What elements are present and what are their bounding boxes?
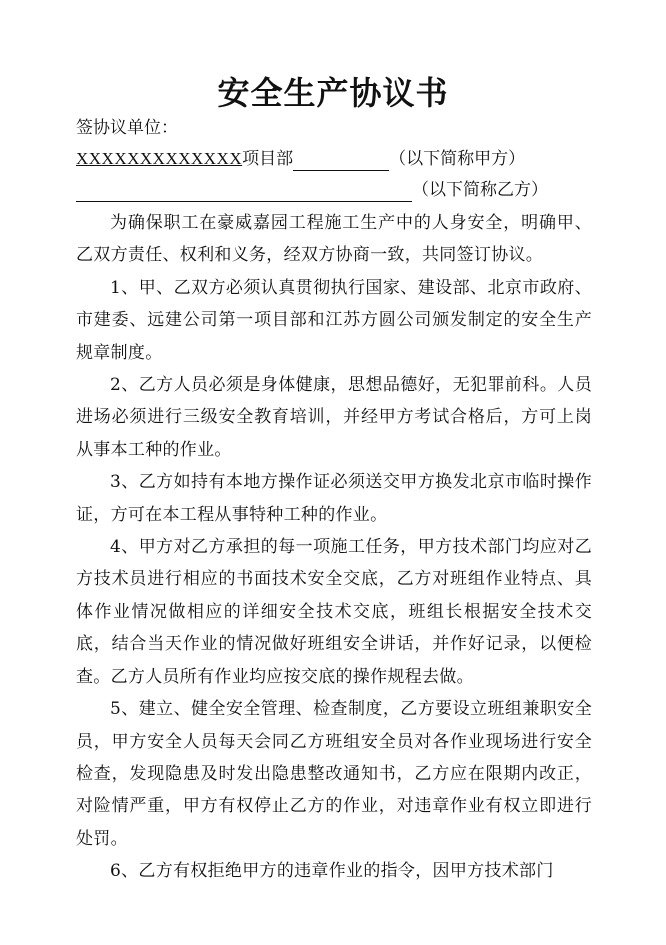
party-a-blank-line: [293, 152, 389, 171]
paragraph-clause-6: 6、乙方有权拒绝甲方的违章作业的指令，因甲方技术部门: [110, 861, 554, 882]
party-b-line: [76, 178, 548, 202]
document-body: [76, 207, 592, 888]
signing-label: 签协议单位：: [76, 118, 178, 138]
paragraph-clause-4: 4、甲方对乙方承担的每一项施工任务，甲方技术部门均应对乙方技术员进行相应的书面技术安全交底，乙方对班组作业特点、具体作业情况做相应的详细安全技术交底，班组长根据安全技术交底，结合当天作业的情况做好班组安全讲话，并作好记录，以便检查。乙方人员所有作业均应按交底的操作规程去做。: [76, 537, 592, 687]
party-b-blank-line: [76, 183, 412, 202]
party-a-alias: （以下简称甲方）: [389, 149, 526, 169]
party-b-alias: （以下简称乙方）: [412, 180, 548, 200]
party-a-code: XXXXXXXXXXXXX: [76, 149, 243, 168]
party-a-suffix: 项目部: [242, 149, 294, 169]
party-a-line: [76, 147, 525, 171]
paragraph-clause-5: 5、建立、健全安全管理、检查制度，乙方要设立班组兼职安全员，甲方安全人员每天会同乙方班组安全员对各作业现场进行安全检查，发现隐患及时发出隐患整改通知书，乙方应在限期内改正，对险情严重，甲方有权停止乙方的作业，对违章作业有权立即进行处罚。: [76, 699, 592, 849]
paragraph-clause-2: 2、乙方人员必须是身体健康，思想品德好，无犯罪前科。人员进场必须进行三级安全教育培训，并经甲方考试合格后，方可上岗从事本工种的作业。: [76, 375, 592, 460]
document-title: 安全生产协议书: [217, 74, 449, 112]
paragraph-intro: 为确保职工在豪威嘉园工程施工生产中的人身安全，明确甲、乙双方责任、权利和义务，经双方协商一致，共同签订协议。: [76, 213, 592, 266]
paragraph-clause-3: 3、乙方如持有本地方操作证必须送交甲方换发北京市临时操作证，方可在本工程从事特种工种的作业。: [76, 472, 592, 525]
paragraph-clause-1: 1、甲、乙双方必须认真贯彻执行国家、建设部、北京市政府、市建委、远建公司第一项目部和江苏方圆公司颁发制定的安全生产规章制度。: [76, 277, 592, 363]
